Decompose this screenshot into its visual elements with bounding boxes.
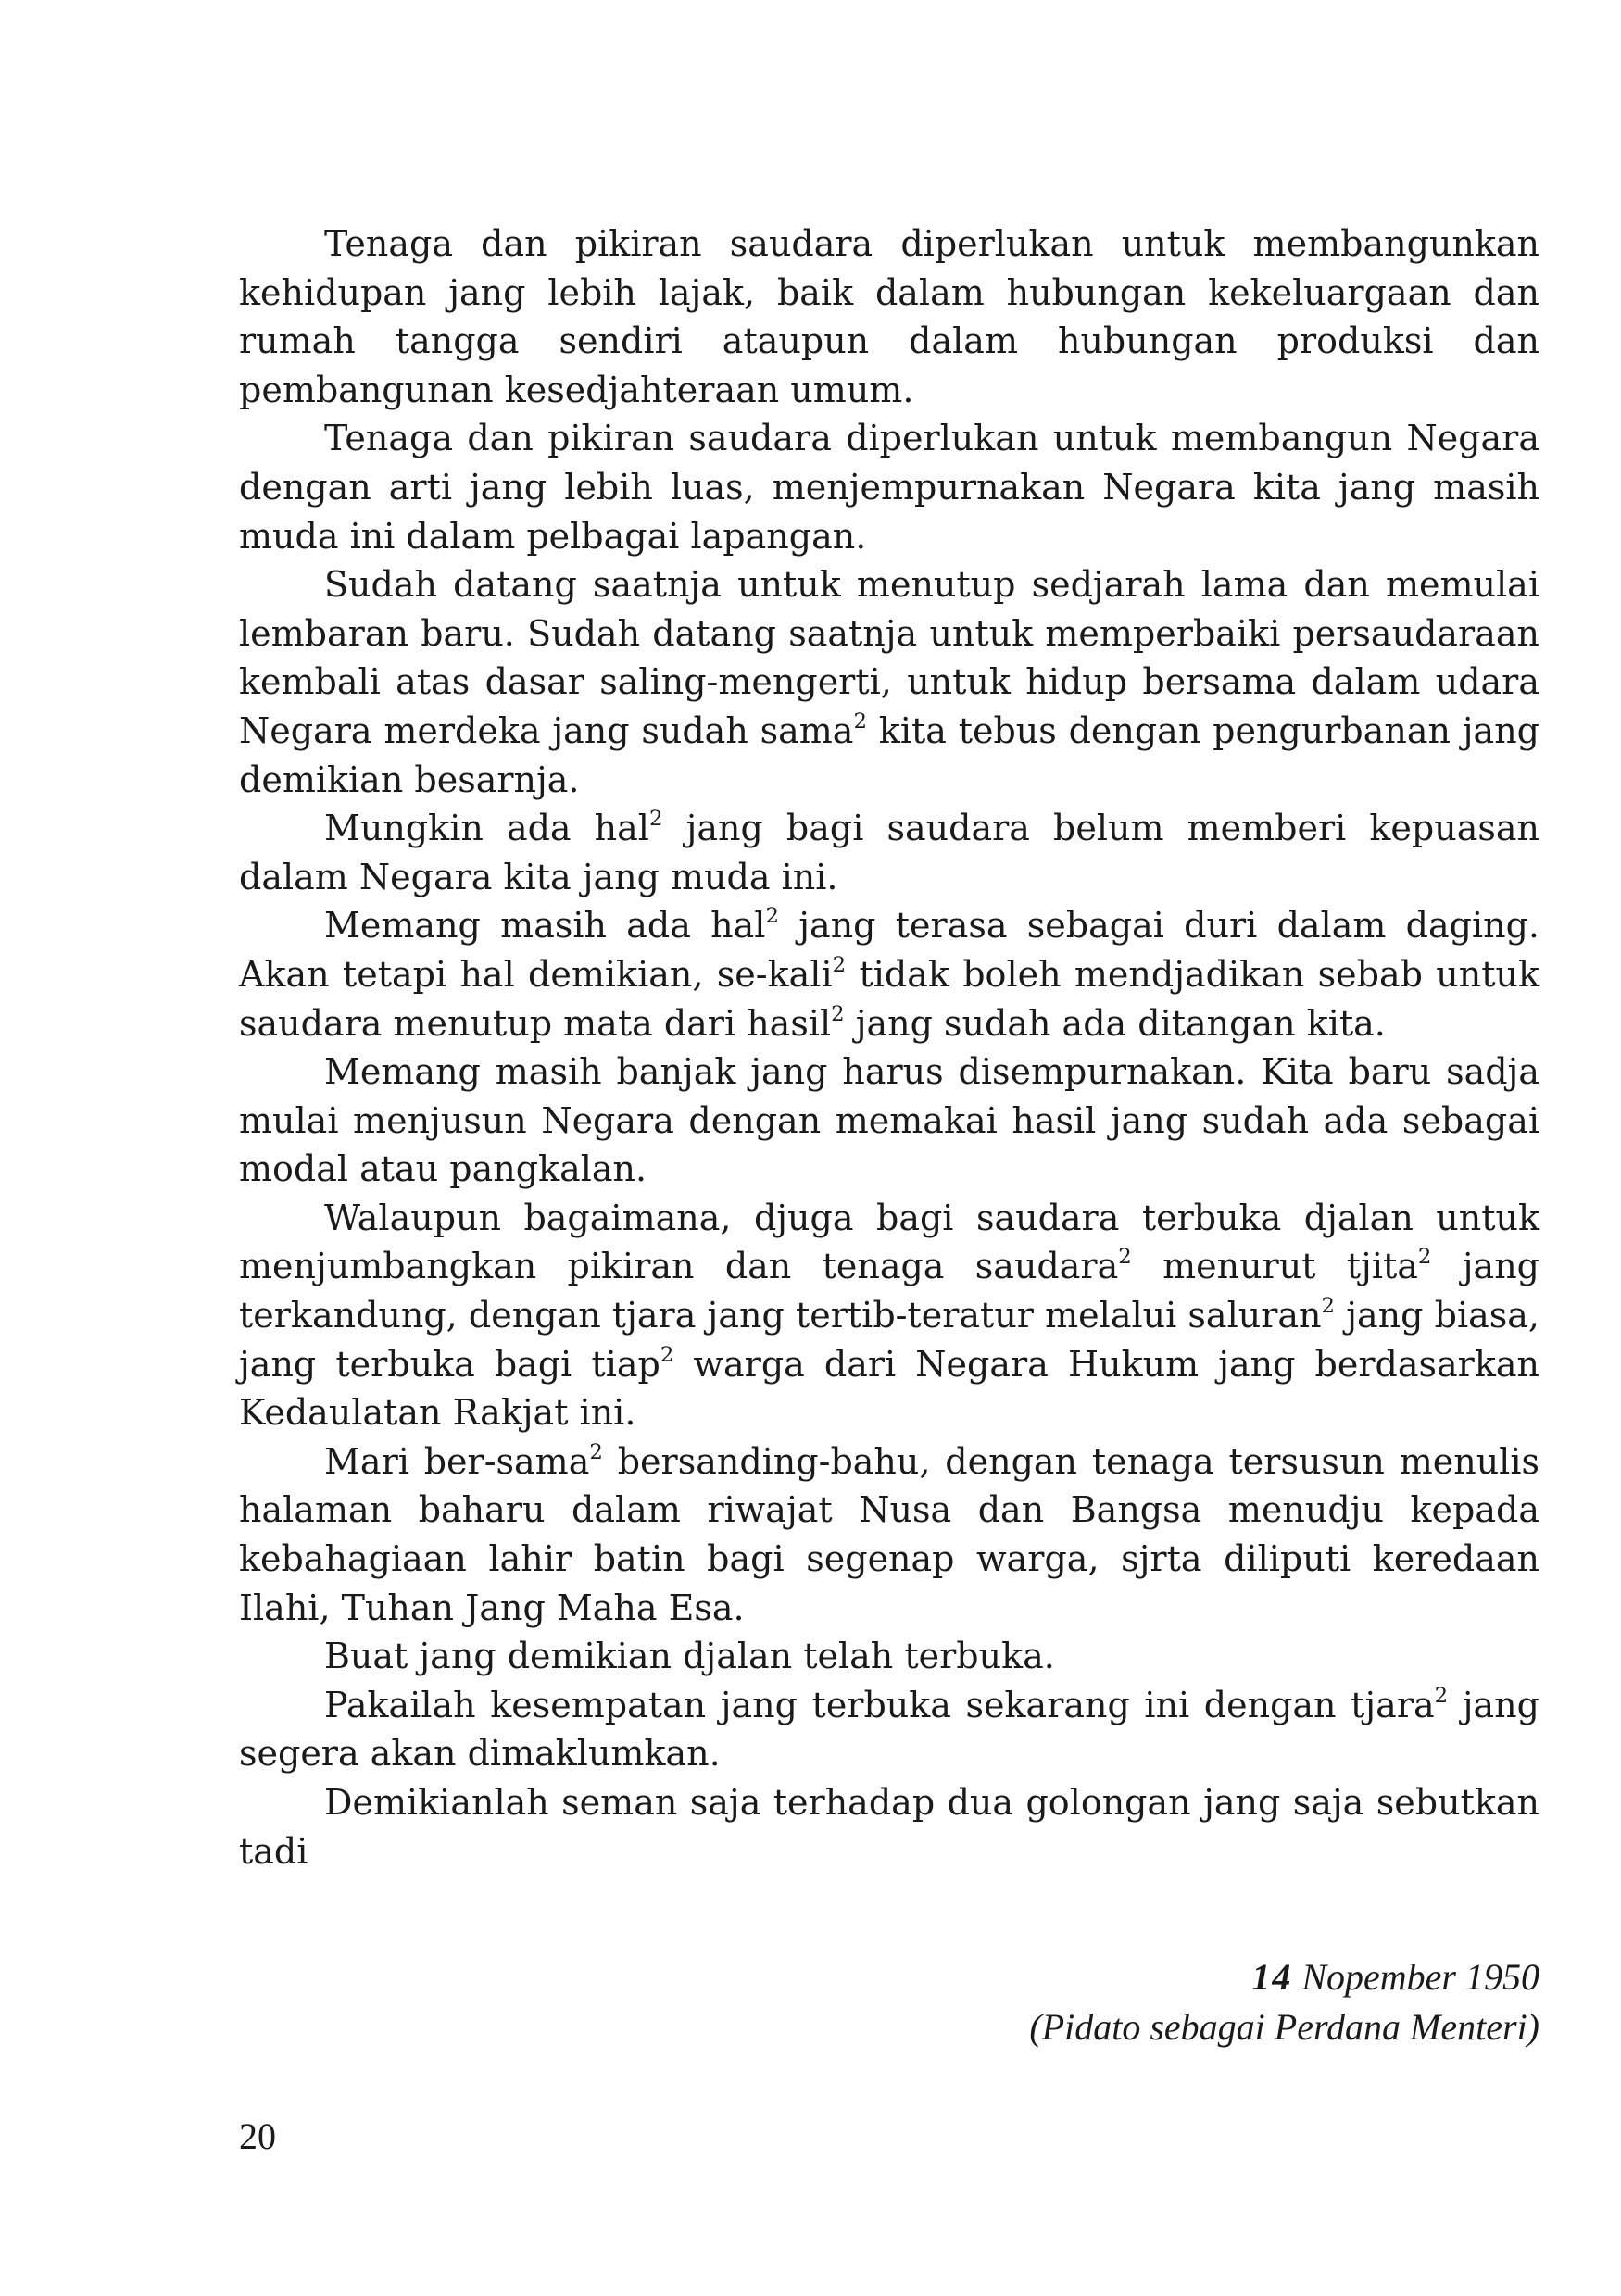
paragraph-8: Mari ber-sama$^2$ bersanding-bahu, dengan tenaga tersusun menulis halaman baharu dalam riwajat Nusa dan Bangsa menudju kepada kebahagiaan lahir batin bagi segenap warga, sjrta diliputi keredaan Ilahi, Tuhan Jang Maha Esa.	[239, 1439, 1539, 1628]
signature-date	[1029, 1952, 1539, 2002]
signature-day: 14	[1251, 1956, 1293, 1998]
paragraph-4: Mungkin ada hal$^2$ jang bagi saudara belum memberi kepuasan dalam Negara kita jang muda ini.	[239, 807, 1539, 897]
paragraph-11: Demikianlah seman saja terhadap dua golongan jang saja sebutkan tadi	[239, 1782, 1539, 1872]
paragraph-7: Walaupun bagaimana, djuga bagi saudara terbuka djalan untuk menjumbangkan pikiran dan tenaga saudara$^2$ menurut tjita$^2$ jang terkandung, dengan tjara jang tertib-teratur melalui saluran$^2$ jang biasa, jang terbuka bagi tiap$^2$ warga dari Negara Hukum jang berdasarkan Kedaulatan Rakjat ini.	[239, 1197, 1539, 1434]
paragraph-1: Tenaga dan pikiran saudara diperlukan untuk membangunkan kehidupan jang lebih lajak, baik dalam hubungan kekeluargaan dan rumah tangga sendiri ataupun dalam hubungan produksi dan pembangunan kesedjahteraan umum.	[239, 223, 1539, 410]
page-number: 20	[239, 2115, 276, 2157]
paragraph-2: Tenaga dan pikiran saudara diperlukan untuk membangun Negara dengan arti jang lebih luas, menjempurnakan Negara kita jang masih muda ini dalam pelbagai lapangan.	[239, 418, 1539, 557]
signature-block	[1029, 1952, 1539, 2052]
paragraph-3: Sudah datang saatnja untuk menutup sedjarah lama dan memulai lembaran baru. Sudah datang saatnja untuk memperbaiki persaudaraan kembali atas dasar saling-mengerti, untuk hidup bersama dalam udara Negara merdeka jang sudah sama$^2$ kita tebus dengan pengurbanan jang demikian besarnja.	[239, 564, 1540, 800]
paragraph-6: Memang masih banjak jang harus disempurnakan. Kita baru sadja mulai menjusun Negara dengan memakai hasil jang sudah ada sebagai modal atau pangkalan.	[239, 1051, 1539, 1190]
paragraph-5: Memang masih ada hal$^2$ jang terasa sebagai duri dalam daging. Akan tetapi hal demikian, se-kali$^2$ tidak boleh mendjadikan sebab untuk saudara menutup mata dari hasil$^2$ jang sudah ada ditangan kita.	[239, 904, 1540, 1044]
body-text	[239, 220, 1539, 1876]
signature-note: (Pidato sebagai Perdana Menteri)	[1029, 2006, 1539, 2048]
paragraph-10: Pakailah kesempatan jang terbuka sekarang ini dengan tjara$^2$ jang segera akan dimaklumkan.	[239, 1683, 1539, 1775]
signature-month-year: Nopember 1950	[1301, 1956, 1539, 1998]
paragraph-9: Buat jang demikian djalan telah terbuka.	[324, 1636, 1055, 1677]
